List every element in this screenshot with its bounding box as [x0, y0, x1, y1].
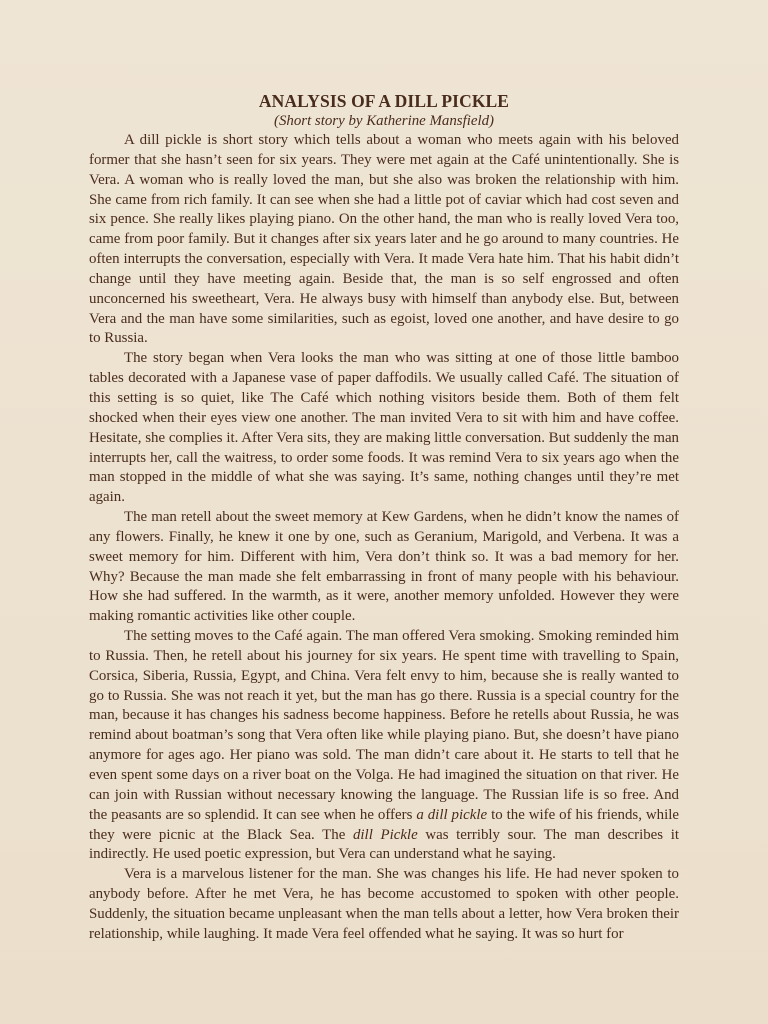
paragraph-1	[89, 131, 679, 349]
paragraph-5	[89, 865, 679, 944]
paragraph-2	[89, 349, 679, 508]
italic-phrase: a dill pickle	[416, 806, 488, 823]
paragraph-text: The story began when Vera looks the man who was sitting at one of those little bamboo tables decorated with a Japanese vase of paper daffodils. We usually called Café. The situation of this setting is so quiet, like The Café which nothing visitors beside them. Both of them felt shocked when their eyes view one another. The man invited Vera to sit with him and have coffee. Hesitate, she complies it. After Vera sits, they are making little conversation. But suddenly the man interrupts her, call the waitress, to order some foods. It was remind Vera to six years ago when the man stopped in the middle of what she was saying. It’s same, nothing changes until they’re met again.	[89, 350, 679, 506]
paragraph-text: A dill pickle is short story which tells about a woman who meets again with his beloved former that she hasn’t seen for six years. They were met again at the Café unintentionally. She is Vera. A woman who is really loved the man, but she also was broken the relationship with him. She came from rich family. It can see when she had a little pot of caviar which had cost seven and six pence. She really likes playing piano. On the other hand, the man who is really loved Vera too, came from poor family. But it changes after six years later and he go around to many countries. He often interrupts the conversation, especially with Vera. It made Vera hate him. That his habit didn’t change until they have meeting again. Beside that, the man is so self engrossed and often unconcerned his sweetheart, Vera. He always busy with himself than anybody else. But, between Vera and the man have some similarities, such as egoist, loved one another, and have desire to go to Russia.	[89, 132, 679, 347]
paragraph-4	[89, 627, 679, 865]
document-subtitle: (Short story by Katherine Mansfield)	[273, 113, 495, 129]
paragraph-text: Vera is a marvelous listener for the man. She was changes his life. He had never spoken to anybody before. After he met Vera, he has become accustomed to spoken with other people. Suddenly, the situation became unpleasant when the man tells about a letter, how Vera broken their relationship, while laughing. It made Vera feel offended what he saying. It was so hurt for	[89, 866, 679, 942]
paragraph-text: was terribly sour. The man describes it indirectly. He used poetic expression, but Vera can understand what he saying.	[89, 826, 679, 863]
paragraph-text: The setting moves to the Café again. The man offered Vera smoking. Smoking reminded him to Russia. Then, he retell about his journey for six years. He spent time with travelling to Spain, Corsica, Siberia, Russia, Egypt, and China. Vera felt envy to him, because she is really wanted to go to Russia. She was not reach it yet, but the man has go there. Russia is a special country for the man, because it has changes his sadness become happiness. Before he retells about Russia, he was remind about boatman’s song that Vera often like while playing piano. But, she doesn’t have piano anymore for ages ago. Her piano was sold. The man didn’t care about it. He starts to tell that he even spent some days on a river boat on the Volga. He had imagined the situation on that river. He can join with Russian without necessary knowing the language. The Russian life is so free. And the peasants are so splendid. It can see when he offers	[89, 628, 679, 823]
document-title: ANALYSIS OF A DILL PICKLE	[258, 91, 510, 111]
paragraph-text: to the wife of his friends, while they were picnic at the Black Sea. The	[89, 806, 679, 843]
paragraph-3	[89, 508, 679, 627]
paragraph-text: The man retell about the sweet memory at Kew Gardens, when he didn’t know the names of any flowers. Finally, he knew it one by one, such as Geranium, Marigold, and Verbena. It was a sweet memory for him. Different with him, Vera don’t think so. It was a bad memory for her. Why? Because the man made she felt embarrassing in front of many people with his behaviour. How she had suffered. In the warmth, as it were, another memory unfolded. However they were making romantic activities like other couple.	[89, 509, 679, 625]
italic-phrase: dill Pickle	[352, 826, 418, 843]
document-body	[89, 91, 679, 945]
